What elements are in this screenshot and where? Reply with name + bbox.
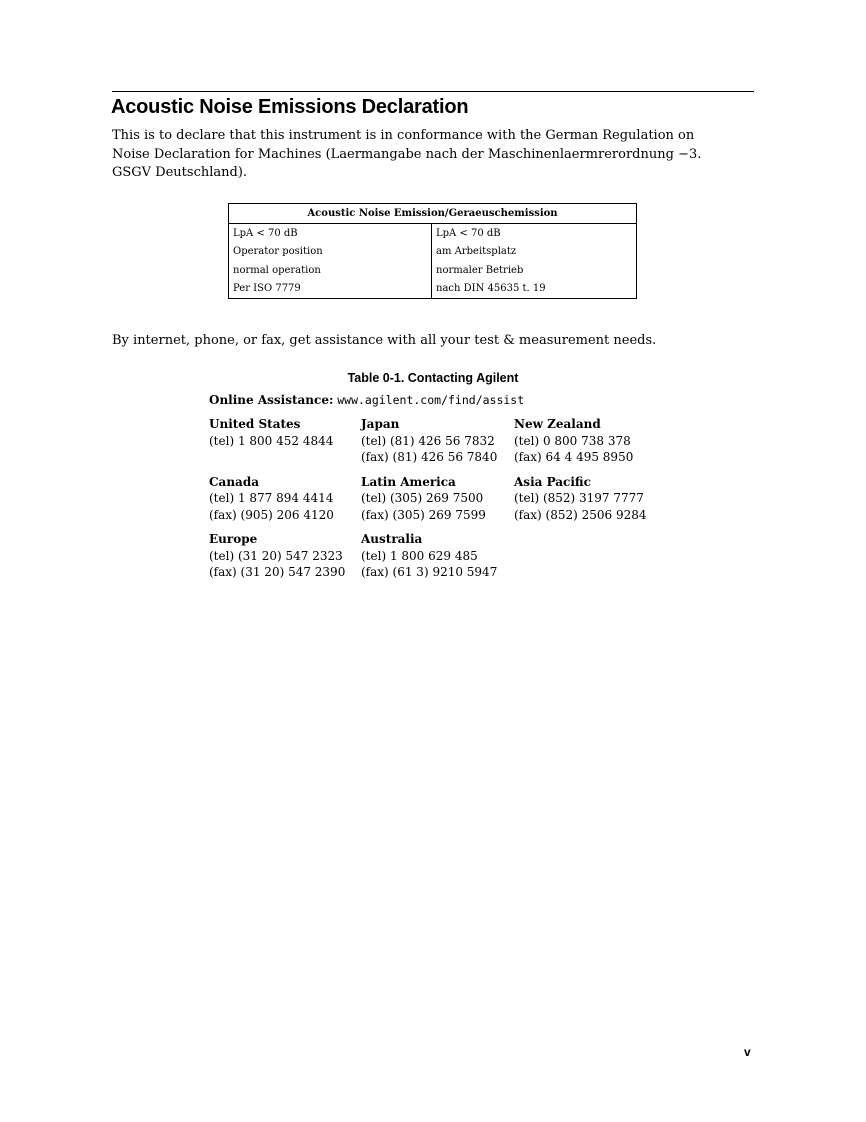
- region-line: (tel) 1 800 629 485: [361, 548, 478, 563]
- region-line: (tel) (31 20) 547 2323: [209, 548, 343, 563]
- online-assistance: [209, 392, 524, 408]
- table-cell-en: normal operation: [229, 261, 432, 280]
- header-rule: [112, 91, 754, 92]
- region-line: (tel) 1 877 894 4414: [209, 491, 334, 505]
- region-line: (fax) (305) 269 7599: [361, 507, 486, 522]
- table-cell-en: LpA < 70 dB: [229, 224, 432, 243]
- table-cell-de: LpA < 70 dB: [436, 227, 501, 239]
- online-assistance-url[interactable]: www.agilent.com/find/assist: [337, 393, 525, 407]
- region-name: Latin America: [361, 474, 456, 489]
- page-number: v: [744, 1045, 751, 1059]
- region-line: (tel) (852) 3197 7777: [514, 491, 644, 505]
- table-row: [229, 224, 637, 243]
- region-line: (tel) 0 800 738 378: [514, 433, 631, 448]
- noise-table-header: Acoustic Noise Emission/Geraeuschemission: [229, 204, 637, 224]
- region-line: (fax) (852) 2506 9284: [514, 507, 647, 522]
- contact-grid: [209, 416, 679, 581]
- table-cell-de: normaler Betrieb: [436, 264, 524, 276]
- region-name: Asia Pacific: [514, 474, 591, 489]
- region-europe: [209, 531, 361, 581]
- table-cell-en: Operator position: [229, 243, 432, 262]
- region-line: (fax) 64 4 495 8950: [514, 450, 634, 464]
- intro-paragraph: This is to declare that this instrument is in conformance with the German Regulation on Noise Declaration for Machines (Laermangabe nach der Maschinenlaermrerordnung −3. GSGV Deutschland).: [112, 128, 702, 180]
- region-line: (fax) (81) 426 56 7840: [361, 450, 498, 464]
- region-united-states: [209, 416, 361, 466]
- region-name: Australia: [361, 532, 423, 546]
- region-asia-pacific: [514, 474, 674, 524]
- page-title: Acoustic Noise Emissions Declaration: [111, 96, 469, 118]
- contact-table-caption: Table 0-1. Contacting Agilent: [347, 371, 519, 385]
- noise-emission-table: [228, 203, 637, 299]
- table-cell-de: am Arbeitsplatz: [436, 246, 517, 258]
- region-name: Europe: [209, 532, 258, 546]
- region-latin-america: [361, 474, 514, 524]
- region-australia: [361, 531, 514, 581]
- table-row: [229, 280, 637, 299]
- table-row: [229, 261, 637, 280]
- region-line: (tel) (305) 269 7500: [361, 491, 484, 505]
- region-name: Japan: [361, 417, 400, 431]
- region-name: United States: [209, 417, 301, 431]
- assistance-paragraph: By internet, phone, or fax, get assistance with all your test & measurement needs.: [112, 333, 657, 348]
- region-canada: [209, 474, 361, 524]
- table-cell-de: nach DIN 45635 t. 19: [436, 283, 546, 295]
- region-name: New Zealand: [514, 417, 601, 431]
- region-line: (fax) (905) 206 4120: [209, 507, 334, 522]
- region-line: (fax) (31 20) 547 2390: [209, 565, 346, 579]
- table-cell-en: Per ISO 7779: [229, 280, 432, 299]
- table-row: [229, 243, 637, 262]
- region-new-zealand: [514, 416, 674, 466]
- region-line: (fax) (61 3) 9210 5947: [361, 565, 498, 579]
- region-line: (tel) (81) 426 56 7832: [361, 433, 495, 448]
- online-assistance-label: Online Assistance:: [209, 393, 334, 407]
- region-line: (tel) 1 800 452 4844: [209, 433, 334, 448]
- region-name: Canada: [209, 474, 259, 489]
- region-japan: [361, 416, 514, 466]
